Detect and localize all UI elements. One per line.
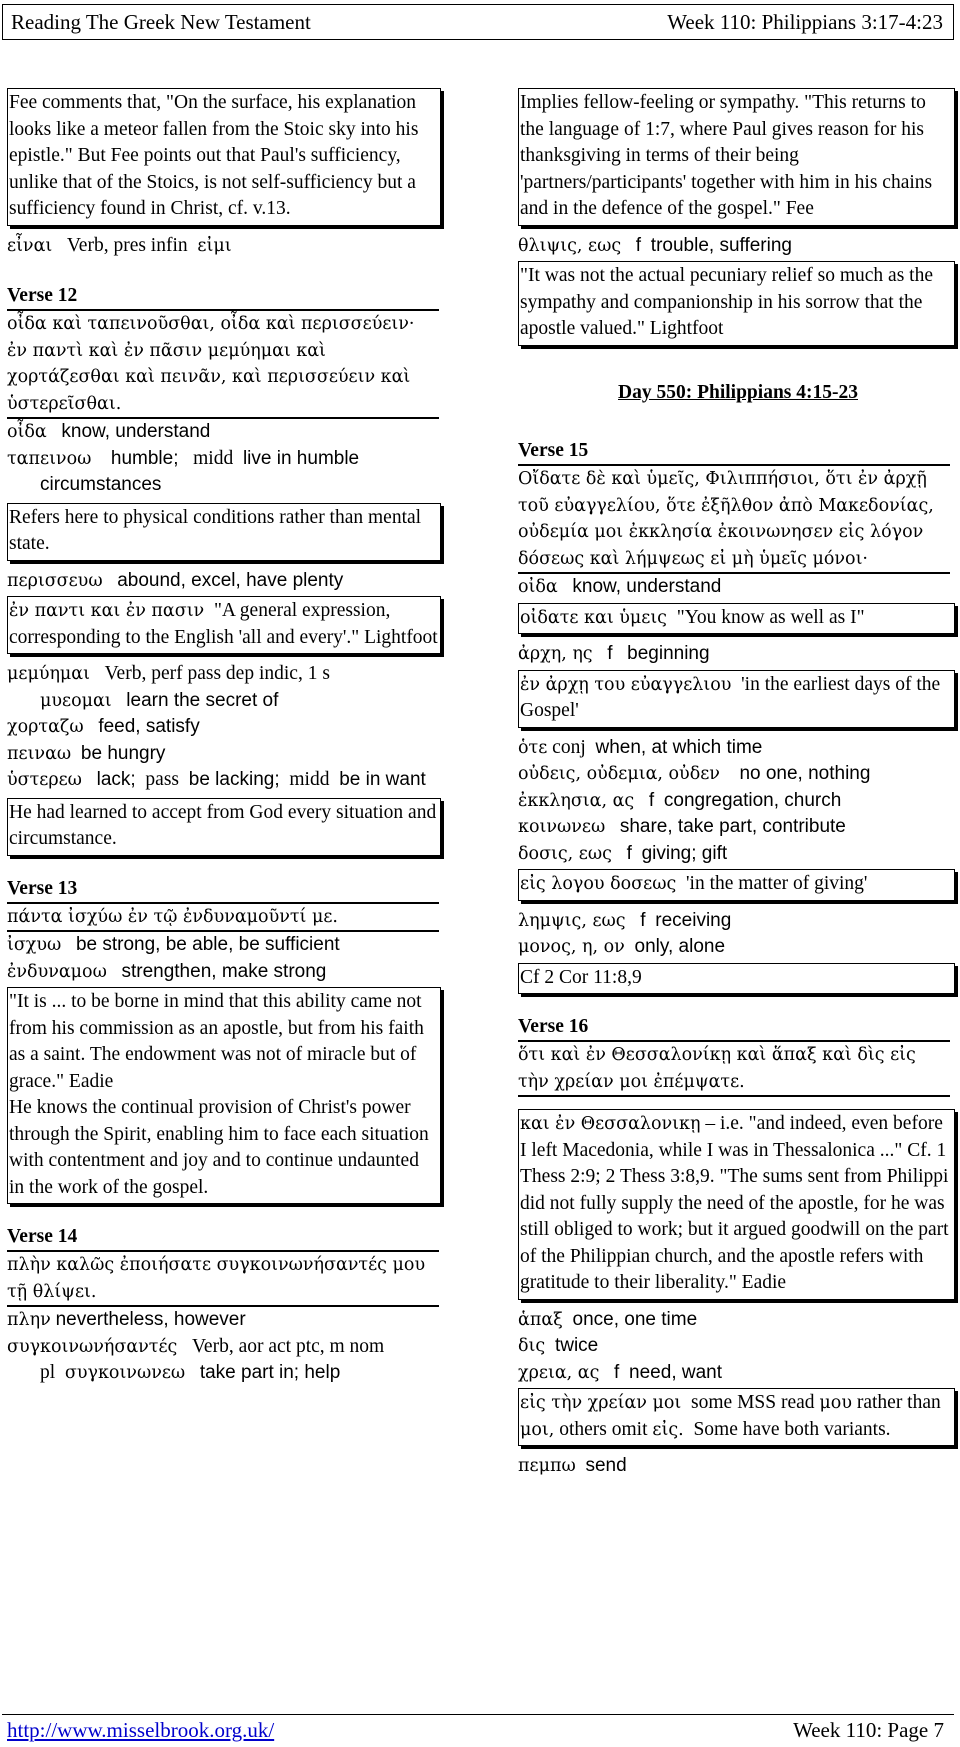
gloss: twice [554, 1335, 599, 1356]
verse-16-text: ὅτι καὶ ἐν Θεσσαλονίκῃ καὶ ἅπαξ καὶ δὶς εἰς τὴν χρείαν μοι ἐπέμψατε. [518, 1042, 950, 1097]
gloss: strengthen, make strong [121, 960, 327, 982]
parse-note: Verb, perf pass dep indic, 1 s [104, 663, 330, 684]
fee-comment-box [7, 88, 441, 226]
gender-label: f [640, 909, 646, 931]
vocab-peinaw [7, 741, 444, 768]
gloss: feed, satisfy [98, 716, 200, 737]
lightfoot-box: "It was not the actual pecuniary relief so much as the sympathy and companionship in his sorrow that the apostle valued." Lightfoot [518, 261, 955, 346]
implies-box: Implies fellow-feeling or sympathy. "This returns to the language of 1:7, where Paul gives reason for his thanksgiving in terms of their being 'partners/participants' together with him in his chains and in the defence of the gospel." Fee [518, 88, 955, 226]
gloss: once, one time [572, 1308, 698, 1330]
greek-word: μου [819, 1393, 852, 1413]
voice-label: midd [289, 769, 330, 790]
voice-label: midd [193, 447, 234, 469]
comment: rather than [856, 1392, 941, 1413]
vocab-memuhmai [7, 661, 444, 688]
vocab-chreia [518, 1360, 958, 1387]
greek-phrase: οἰδατε και ὑμεις [520, 607, 667, 628]
cf-box: Cf 2 Cor 11:8,9 [518, 963, 955, 995]
vocab-sugkoinwnhsantes [7, 1334, 444, 1387]
gender-label: f [648, 789, 655, 811]
gloss: abound, excel, have plenty [117, 569, 344, 591]
greek-lemma: συγκοινωνεω [64, 1363, 186, 1383]
gender-label: f [626, 842, 632, 864]
en-panti-box [7, 596, 441, 654]
fee-comment-text: Fee comments that, "On the surface, his explanation looks like a meteor fallen from the Stoic sky into his epistle." But Fee points out that Paul's sufficiency, unlike that of the Stoics, is not self-sufficiency but a sufficiency found in Christ, cf. v.13. [9, 92, 419, 219]
gloss: no one, nothing [739, 763, 871, 784]
vocab-dis [518, 1333, 958, 1360]
gloss: nevertheless, however [55, 1309, 246, 1330]
greek-word: λημψις, εως [518, 910, 626, 931]
greek-word: ἐκκλησια, ας [518, 790, 635, 811]
greek-word: εἶναι [7, 235, 53, 256]
greek-word: ἐνδυναμοω [7, 961, 107, 982]
greek-word: οἰδα [518, 577, 558, 597]
greek-word: ταπεινοω [7, 448, 92, 469]
greek-word: δις [518, 1336, 546, 1356]
gloss: beginning [627, 643, 710, 664]
vocab-ischuw [7, 932, 444, 959]
vocab-plhn [7, 1307, 444, 1334]
gloss: send [585, 1455, 627, 1476]
gloss: giving; gift [641, 842, 728, 864]
comment: some MSS read [691, 1392, 815, 1413]
vocab-oida-r [518, 574, 958, 601]
gloss: know, understand [61, 421, 211, 442]
greek-word: μοι, [520, 1419, 555, 1440]
summary-note: He knows the continual provision of Christ's power through the Spirit, enabling him to face each situation with contentment and joy and to continue undaunted in the work of the gospel. [9, 1097, 429, 1198]
greek-word: μυεομαι [40, 690, 112, 711]
vocab-dosis [518, 841, 958, 868]
vocab-husterew [7, 767, 444, 794]
gloss: share, take part, contribute [619, 816, 846, 837]
greek-phrase: εἰς λογου δοσεως [520, 874, 677, 894]
greek-word: οὐδεις, οὐδεμια, οὐδεν [518, 764, 720, 784]
greek-phrase: ἐν παντι και ἐν πασιν [9, 601, 205, 621]
vocab-chortazw [7, 714, 444, 741]
greek-word: ἰσχυω [7, 935, 62, 955]
comment: – i.e. "and indeed, even before I left Macedonia, while I was in Thessalonica ..." Cf. 1 Thess 2:9; 2 Thess 3:8,9. "The sums sent from Philippi did not fully supply the need of the apostle, for he was still obliged to work; but it argued goodwill on the part of the Philippian church, and the apostle refers with gratitude to their liberality." Eadie [520, 1113, 949, 1293]
greek-word: χρεια, ας [518, 1362, 600, 1383]
verse-14-text: πλὴν καλῶς ἐποιήσατε συγκοινωνήσαντές μου τῇ θλίψει. [7, 1252, 439, 1307]
greek-word: ἁπαξ [518, 1309, 563, 1330]
gloss: be in want [339, 769, 426, 790]
eadie-box [7, 987, 441, 1204]
gloss: be hungry [80, 742, 166, 764]
gloss: need, want [629, 1361, 723, 1383]
parse-note: Verb, aor act ptc, m nom pl [40, 1335, 385, 1383]
en-arch-box [518, 670, 955, 728]
comment: 'in the matter of giving' [686, 873, 868, 894]
vocab-einai [7, 233, 444, 260]
mss-box [518, 1388, 955, 1446]
verse-12-text: οἶδα καὶ ταπεινοῦσθαι, οἶδα καὶ περισσεύειν· ἐν παντὶ καὶ ἐν πᾶσιν μεμύημαι καὶ χορτάζεσθαι καὶ πεινᾶν, καὶ περισσεύειν καὶ ὑστερεῖσθαι. [7, 311, 439, 419]
greek-word: χορταζω [7, 717, 84, 737]
gloss: when, at which time [595, 736, 763, 758]
kai-en-box [518, 1109, 955, 1300]
comment: "A general expression, corresponding to the English 'all and every'." Lightfoot [9, 600, 438, 648]
footer-link[interactable]: http://www.misselbrook.org.uk/ [7, 1718, 275, 1742]
eadie-quote: "It is ... to be borne in mind that this ability came not from his commission as an apostle, but from his faith as a saint. The endowment was not of miracle but of grace." Eadie [9, 991, 424, 1092]
gloss: only, alone [634, 936, 726, 957]
vocab-ote [518, 735, 958, 762]
greek-word: κοινωνεω [518, 817, 606, 837]
header-title: Reading The Greek New Testament [11, 10, 311, 34]
footer-page-number: Week 110: Page 7 [793, 1718, 944, 1742]
comment: 'in the earliest days of the Gospel' [520, 673, 941, 721]
greek-word: πλην [7, 1310, 51, 1330]
greek-word: ὁτε [518, 737, 548, 758]
gloss: learn the secret of [126, 689, 279, 711]
vocab-endunamow [7, 959, 444, 986]
refers-box: Refers here to physical conditions rather than mental state. [7, 503, 441, 561]
greek-word: μονος, η, ον [518, 937, 625, 957]
greek-word: ὑστερεω [7, 770, 82, 790]
gloss: be strong, be able, be sufficient [75, 934, 340, 955]
voice-label: pass [145, 769, 180, 790]
greek-word: συγκοινωνήσαντές [7, 1336, 178, 1357]
verse-15-text: Οἴδατε δὲ καὶ ὑμεῖς, Φιλιππήσιοι, ὅτι ἐν ἀρχῇ τοῦ εὐαγγελίου, ὅτε ἐξῆλθον ἀπὸ Μακεδονίας, οὐδεμία μοι ἐκκλησία ἐκοινωνησεν εἰς λόγον δόσεως καὶ λήμψεως εἰ μὴ ὑμεῖς μόνοι· [518, 466, 950, 574]
gloss: take part in; help [199, 1362, 341, 1383]
comment: "You know as well as I" [676, 606, 865, 628]
gender-label: f [635, 234, 642, 256]
vocab-tapeinow [7, 446, 444, 499]
vocab-mueomai [7, 688, 444, 715]
gloss: congregation, church [663, 789, 842, 811]
vocab-perisseuw [7, 568, 444, 595]
header-week: Week 110: Philippians 3:17-4:23 [667, 10, 943, 34]
vocab-oudeis [518, 761, 958, 788]
vocab-ekklhsia [518, 788, 958, 815]
right-column [518, 86, 958, 1480]
greek-word: οἶδα [7, 422, 47, 442]
vocab-pempw [518, 1453, 958, 1480]
verse-15-heading: Verse 15 [518, 438, 950, 466]
greek-word: πεμπω [518, 1456, 576, 1476]
vocab-lhmpsis [518, 908, 958, 935]
vocab-koinwnew [518, 814, 958, 841]
greek-word: θλιψις, εως [518, 235, 622, 256]
footer-rule [2, 1714, 954, 1715]
greek-word: ἀρχη, ης [518, 644, 593, 664]
gender-label: f [614, 1361, 620, 1383]
comment: Some have both variants. [693, 1418, 891, 1440]
greek-word: δοσις, εως [518, 843, 612, 864]
vocab-oida [7, 419, 444, 446]
gloss: live in humble circumstances [40, 447, 360, 495]
gloss: trouble, suffering [650, 234, 792, 256]
parse-note: Verb, pres infin [66, 234, 188, 256]
greek-word: πειναω [7, 743, 72, 764]
comment: others omit [559, 1418, 648, 1440]
eis-logou-box [518, 869, 955, 901]
verse-16-heading: Verse 16 [518, 1014, 950, 1042]
gloss: receiving [655, 909, 732, 931]
gender-label: f [607, 643, 613, 664]
vocab-archh [518, 641, 958, 668]
gloss: be lacking; [188, 769, 280, 790]
left-column [7, 86, 444, 1387]
vocab-thlipsis [518, 233, 958, 260]
day-heading: Day 550: Philippians 4:15-23 [618, 381, 858, 403]
gloss: know, understand [572, 576, 722, 597]
greek-phrase: και ἐν Θεσσαλονικῃ [520, 1114, 701, 1134]
greek-word: μεμύημαι [7, 664, 90, 684]
greek-word: εἰς. [652, 1419, 684, 1440]
learned-box: He had learned to accept from God every situation and circumstance. [7, 798, 441, 856]
verse-13-heading: Verse 13 [7, 876, 439, 904]
verse-14-heading: Verse 14 [7, 1224, 439, 1252]
verse-12-heading: Verse 12 [7, 283, 439, 311]
greek-lemma: εἰμι [197, 235, 232, 256]
page-header [2, 4, 954, 40]
gloss: lack; [96, 769, 136, 790]
oidate-box [518, 603, 955, 635]
vocab-hapax [518, 1307, 958, 1334]
verse-13-text: πάντα ἰσχύω ἐν τῷ ἐνδυναμοῦντί με. [7, 904, 439, 933]
greek-phrase: εἰς τὴν χρείαν μοι [520, 1393, 682, 1413]
greek-word: περισσευω [7, 570, 103, 591]
gloss: humble; [110, 447, 179, 469]
vocab-monos [518, 934, 958, 961]
greek-phrase: ἐν ἀρχῃ του εὐαγγελιου [520, 674, 732, 695]
pos-label: conj [552, 736, 586, 758]
